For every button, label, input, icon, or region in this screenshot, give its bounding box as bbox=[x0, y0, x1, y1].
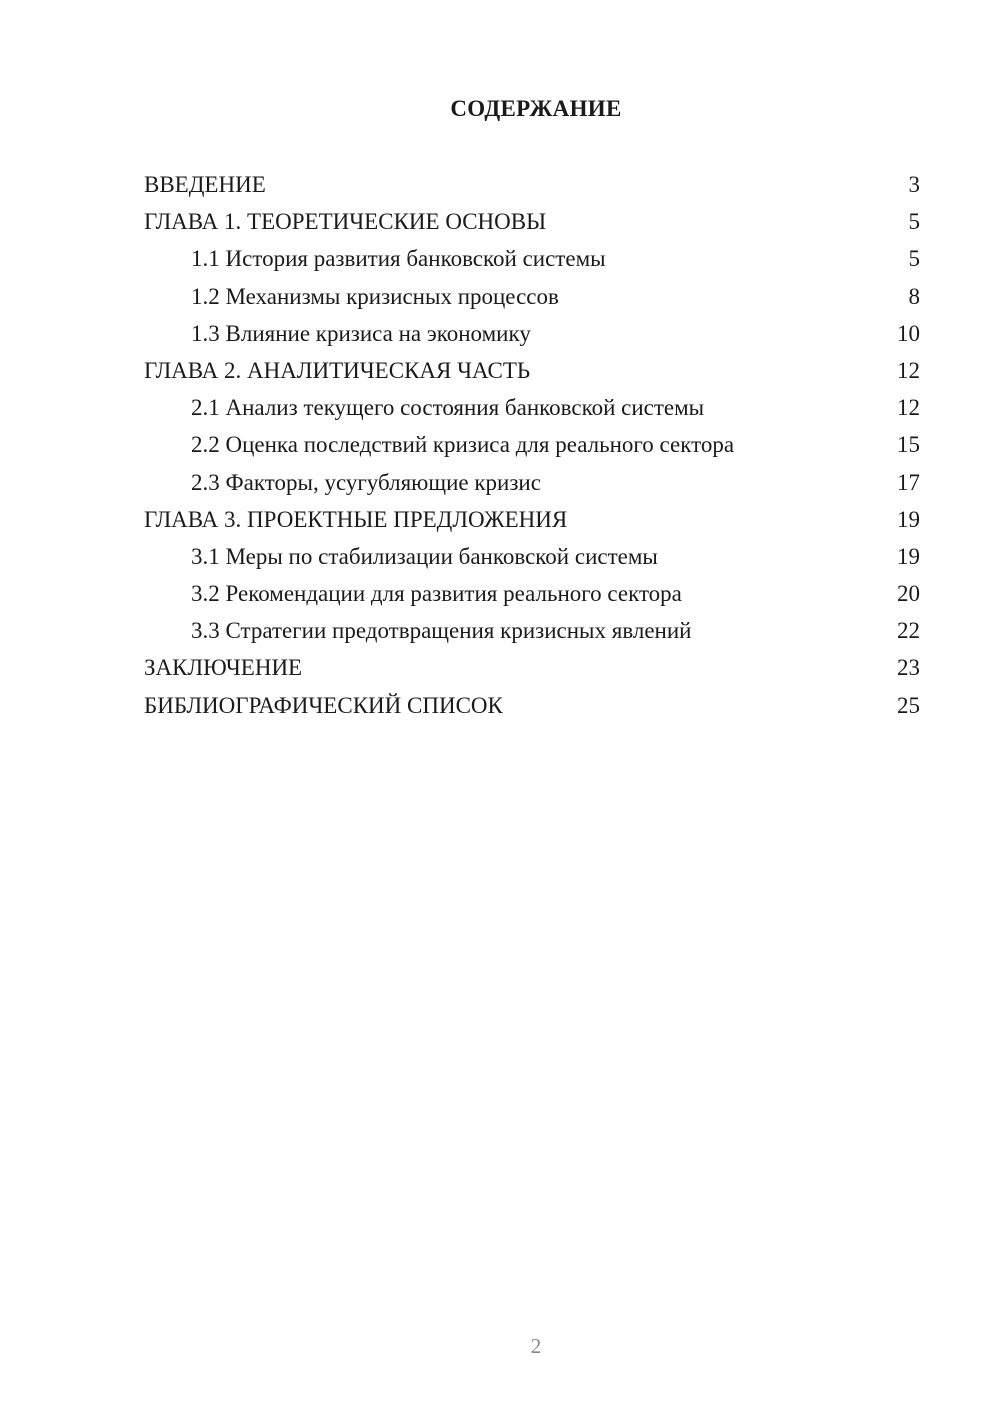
toc-entry-label: ГЛАВА 2. АНАЛИТИЧЕСКАЯ ЧАСТЬ bbox=[144, 357, 531, 383]
toc-entry-page: 8 bbox=[908, 283, 920, 309]
toc-entry-bibliography bbox=[144, 687, 920, 724]
toc-entry-label: 2.1 Анализ текущего состояния банковской системы bbox=[191, 395, 705, 421]
toc-entry-label: 1.3 Влияние кризиса на экономику bbox=[191, 320, 531, 346]
toc-entry-label: 3.3 Стратегии предотвращения кризисных явлений bbox=[191, 618, 692, 644]
toc-entry-chapter-1 bbox=[144, 203, 920, 240]
toc-entry-page: 22 bbox=[897, 618, 920, 644]
toc-title: СОДЕРЖАНИЕ bbox=[450, 96, 622, 121]
toc-entry-label: ГЛАВА 3. ПРОЕКТНЫЕ ПРЕДЛОЖЕНИЯ bbox=[144, 506, 568, 532]
toc-entry-label: ЗАКЛЮЧЕНИЕ bbox=[144, 655, 303, 681]
toc-entry-label: БИБЛИОГРАФИЧЕСКИЙ СПИСОК bbox=[144, 692, 503, 718]
toc-entry-page: 5 bbox=[908, 246, 920, 272]
toc-entry-section-3-1 bbox=[144, 538, 920, 575]
toc-entry-page: 10 bbox=[897, 320, 920, 346]
toc-entry-label: 1.2 Механизмы кризисных процессов bbox=[191, 283, 559, 309]
toc-entry-section-1-1 bbox=[144, 240, 920, 277]
toc-entry-section-3-2 bbox=[144, 575, 920, 612]
toc-entry-page: 5 bbox=[908, 209, 920, 235]
toc-entry-label: 2.3 Факторы, усугубляющие кризис bbox=[191, 469, 541, 495]
toc-entry-page: 12 bbox=[897, 395, 920, 421]
toc-entry-chapter-2 bbox=[144, 352, 920, 389]
page-number: 2 bbox=[530, 1334, 542, 1358]
toc-entry-page: 15 bbox=[897, 432, 920, 458]
toc-entry-label: ВВЕДЕНИЕ bbox=[144, 172, 266, 197]
table-of-contents bbox=[144, 166, 920, 724]
toc-entry-label: 1.1 История развития банковской системы bbox=[191, 246, 606, 272]
toc-entry-page: 17 bbox=[897, 469, 920, 495]
toc-entry-page: 25 bbox=[897, 692, 920, 718]
toc-entry-section-1-3 bbox=[144, 315, 920, 352]
toc-entry-page: 19 bbox=[897, 543, 920, 569]
toc-entry-section-2-1 bbox=[144, 389, 920, 426]
toc-entry-conclusion bbox=[144, 649, 920, 686]
toc-entry-page: 23 bbox=[897, 655, 920, 681]
toc-entry-label: 3.1 Меры по стабилизации банковской системы bbox=[191, 543, 658, 569]
toc-entry-page: 19 bbox=[897, 506, 920, 532]
toc-entry-section-2-3 bbox=[144, 464, 920, 501]
toc-entry-label: 3.2 Рекомендации для развития реального сектора bbox=[191, 581, 682, 607]
toc-entry-page: 12 bbox=[897, 357, 920, 383]
toc-entry-chapter-3 bbox=[144, 501, 920, 538]
toc-entry-page: 3 bbox=[908, 172, 920, 197]
toc-entry-section-3-3 bbox=[144, 612, 920, 649]
toc-entry-section-2-2 bbox=[144, 426, 920, 463]
toc-entry-introduction bbox=[144, 166, 920, 203]
toc-entry-label: ГЛАВА 1. ТЕОРЕТИЧЕСКИЕ ОСНОВЫ bbox=[144, 209, 547, 235]
toc-entry-label: 2.2 Оценка последствий кризиса для реального сектора bbox=[191, 432, 735, 458]
toc-entry-page: 20 bbox=[897, 581, 920, 607]
toc-entry-section-1-2 bbox=[144, 278, 920, 315]
